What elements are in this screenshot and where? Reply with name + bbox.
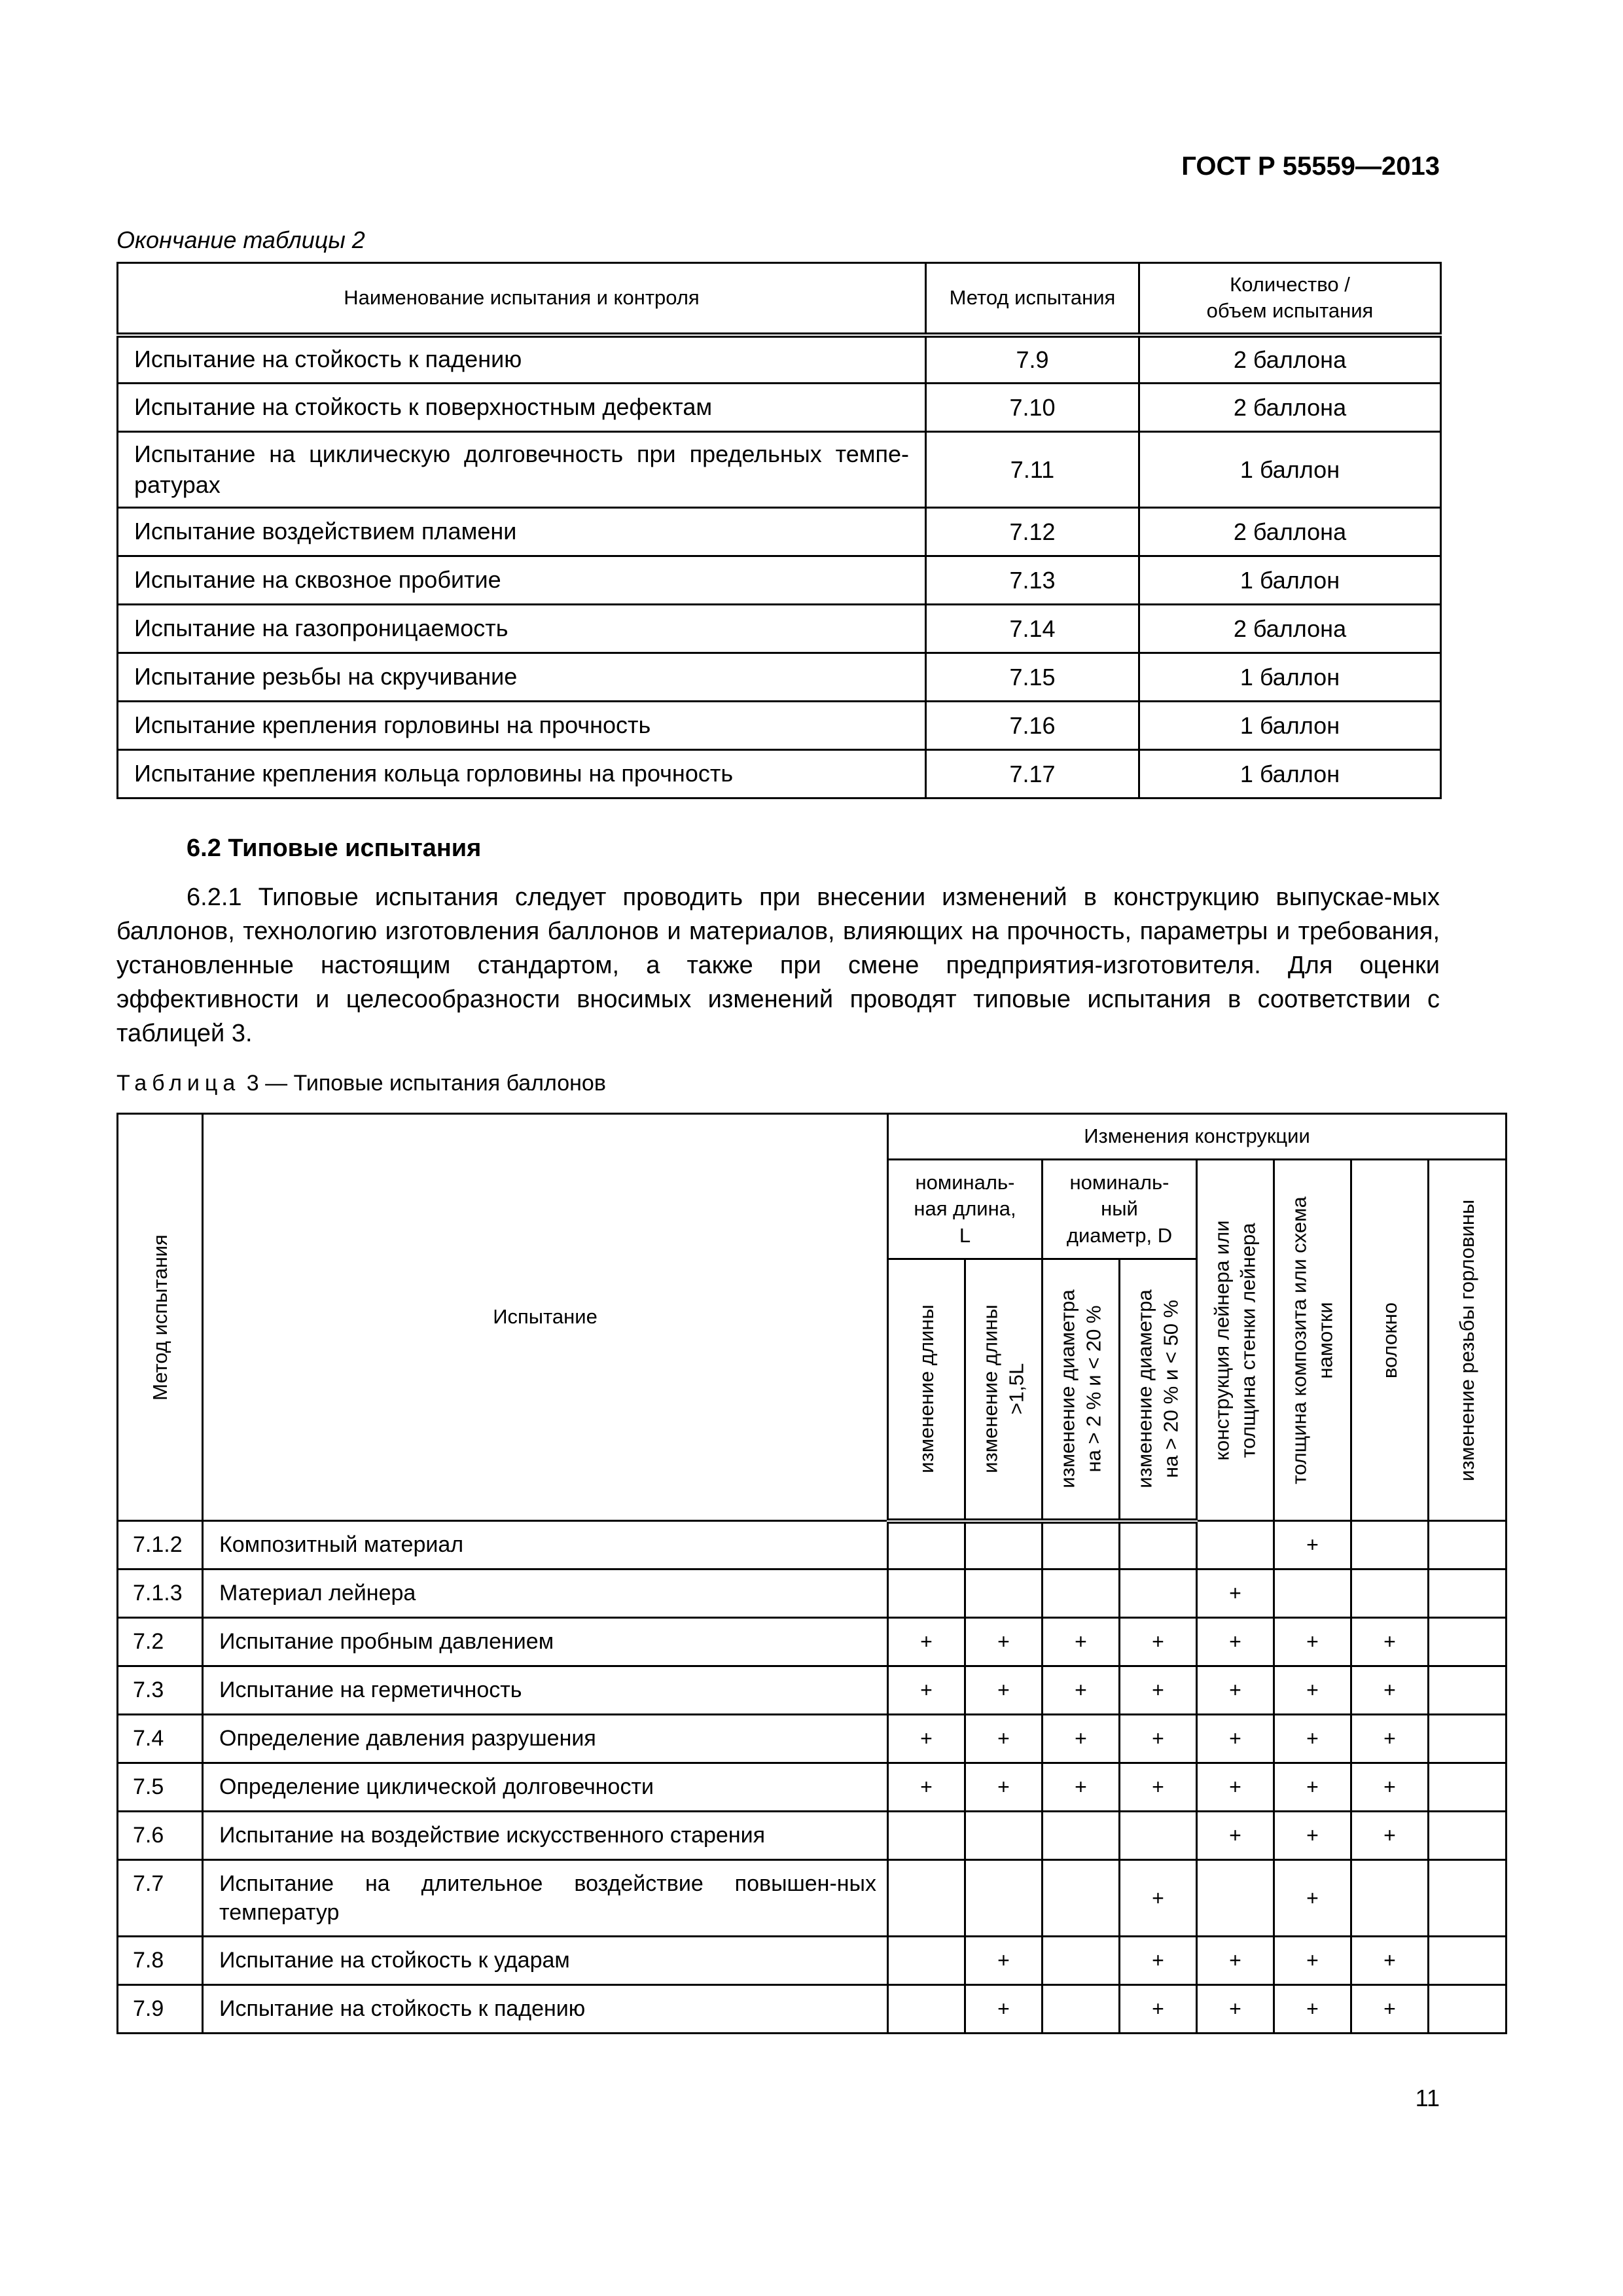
mark-cell: + — [1351, 1715, 1429, 1763]
quantity-cell: 1 баллон — [1139, 750, 1441, 798]
mark-cell: + — [965, 1937, 1043, 1985]
mark-cell — [1429, 1860, 1507, 1937]
mark-cell: + — [1043, 1715, 1120, 1763]
mark-cell — [888, 1985, 965, 2034]
method-cell: 7.9 — [926, 335, 1139, 384]
mark-cell: + — [1197, 1763, 1274, 1812]
mark-cell — [1043, 1985, 1120, 2034]
mark-cell: + — [1120, 1666, 1197, 1715]
quantity-cell: 2 баллона — [1139, 508, 1441, 556]
mark-cell — [965, 1570, 1043, 1618]
mark-cell — [965, 1860, 1043, 1937]
mark-cell: + — [1120, 1985, 1197, 2034]
method-cell: 7.10 — [926, 384, 1139, 432]
table-row — [118, 1763, 1507, 1812]
method-cell: 7.2 — [118, 1618, 203, 1666]
mark-cell — [1429, 1985, 1507, 2034]
method-cell: 7.3 — [118, 1666, 203, 1715]
mark-cell — [1351, 1521, 1429, 1570]
table3-caption-rest: 3 — Типовые испытания баллонов — [240, 1071, 606, 1096]
table-row — [118, 508, 1441, 556]
method-header-text: Метод испытания — [148, 1234, 171, 1401]
mark-cell — [888, 1860, 965, 1937]
test-name-cell: Материал лейнера — [203, 1570, 888, 1618]
section-paragraph: 6.2.1 Типовые испытания следует проводить при внесении изменений в конструкцию выпускае-мых баллонов, технологию изготовления баллонов и материалов, влияющих на прочность, параметры и требования, установленные настоящим стандартом, а также при смене предприятия-изготовителя. Для оценки эффективности и целесообразности вносимых изменений проводят типовые испытания в соответствии с таблицей 3. — [116, 884, 1440, 1047]
mark-cell: + — [1120, 1763, 1197, 1812]
table-2 — [116, 262, 1442, 799]
mark-cell: + — [1197, 1618, 1274, 1666]
method-cell: 7.1.2 — [118, 1521, 203, 1570]
method-cell: 7.9 — [118, 1985, 203, 2034]
composite-header-text: толщина композита или схема намотки — [1287, 1196, 1337, 1484]
mark-cell: + — [1120, 1937, 1197, 1985]
test-name-cell: Испытание на сквозное пробитие — [118, 556, 926, 605]
mark-cell — [1351, 1860, 1429, 1937]
table-row — [118, 432, 1441, 508]
table-row — [118, 750, 1441, 798]
mark-cell: + — [1274, 1521, 1351, 1570]
quantity-cell: 1 баллон — [1139, 432, 1441, 508]
mark-cell — [1429, 1521, 1507, 1570]
mark-cell: + — [1274, 1860, 1351, 1937]
mark-cell: + — [1274, 1763, 1351, 1812]
mark-cell: + — [888, 1618, 965, 1666]
method-cell: 7.4 — [118, 1715, 203, 1763]
column-header-method: Метод испытания — [926, 263, 1139, 335]
column-header-length-change — [888, 1259, 965, 1521]
test-name-cell: Испытание на стойкость к падению — [118, 335, 926, 384]
method-cell: 7.8 — [118, 1937, 203, 1985]
mark-cell: + — [1197, 1812, 1274, 1860]
quantity-cell: 2 баллона — [1139, 605, 1441, 653]
test-name-cell: Определение циклической долговечности — [203, 1763, 888, 1812]
table2-caption: Окончание таблицы 2 — [116, 226, 365, 253]
mark-cell — [1043, 1570, 1120, 1618]
diameter-20-header-text: изменение диаметра на > 2 % и < 20 % — [1056, 1289, 1105, 1489]
quantity-cell: 1 баллон — [1139, 653, 1441, 702]
method-cell: 7.13 — [926, 556, 1139, 605]
mark-cell — [1120, 1570, 1197, 1618]
table-row — [118, 384, 1441, 432]
table-3 — [116, 1113, 1507, 2034]
group-header-design-changes: Изменения конструкции — [888, 1114, 1507, 1160]
column-header-test: Испытание — [203, 1114, 888, 1521]
length-change-15-header-text: изменение длины >1,5L — [978, 1304, 1028, 1474]
method-cell: 7.14 — [926, 605, 1139, 653]
mark-cell — [1120, 1521, 1197, 1570]
group-header-nominal-diameter: номиналь- ный диаметр, D — [1043, 1160, 1197, 1259]
table-row — [118, 653, 1441, 702]
mark-cell: + — [1274, 1937, 1351, 1985]
test-name-cell: Испытание воздействием пламени — [118, 508, 926, 556]
mark-cell: + — [965, 1985, 1043, 2034]
length-change-header-text: изменение длины — [914, 1304, 938, 1474]
test-name-cell: Испытание крепления кольца горловины на прочность — [118, 750, 926, 798]
table3-caption — [116, 1071, 606, 1096]
mark-cell: + — [965, 1618, 1043, 1666]
table-row — [118, 1937, 1507, 1985]
table3-caption-prefix: Таблица — [116, 1071, 241, 1096]
test-name-cell: Испытание пробным давлением — [203, 1618, 888, 1666]
quantity-cell: 1 баллон — [1139, 702, 1441, 750]
mark-cell — [888, 1521, 965, 1570]
test-name-cell: Композитный материал — [203, 1521, 888, 1570]
column-header-fiber — [1351, 1160, 1429, 1521]
mark-cell — [1197, 1860, 1274, 1937]
method-cell: 7.16 — [926, 702, 1139, 750]
test-name-cell: Испытание на воздействие искусственного старения — [203, 1812, 888, 1860]
mark-cell — [1429, 1812, 1507, 1860]
fiber-header-text: волокно — [1378, 1302, 1401, 1378]
table3-body — [118, 1521, 1507, 2034]
method-cell: 7.11 — [926, 432, 1139, 508]
mark-cell — [1120, 1812, 1197, 1860]
table-row — [118, 1860, 1507, 1937]
mark-cell — [1274, 1570, 1351, 1618]
mark-cell — [1043, 1937, 1120, 1985]
column-header-method — [118, 1114, 203, 1521]
test-name-cell: Испытание на стойкость к падению — [203, 1985, 888, 2034]
method-cell: 7.12 — [926, 508, 1139, 556]
table-row — [118, 605, 1441, 653]
mark-cell: + — [1351, 1618, 1429, 1666]
quantity-cell: 2 баллона — [1139, 335, 1441, 384]
mark-cell: + — [1274, 1715, 1351, 1763]
mark-cell: + — [1120, 1618, 1197, 1666]
mark-cell — [1197, 1521, 1274, 1570]
test-name-cell: Испытание на герметичность — [203, 1666, 888, 1715]
column-header-diameter-20 — [1043, 1259, 1120, 1521]
mark-cell: + — [1197, 1985, 1274, 2034]
mark-cell: + — [1197, 1666, 1274, 1715]
test-name-cell: Испытание резьбы на скручивание — [118, 653, 926, 702]
mark-cell — [1429, 1666, 1507, 1715]
method-cell: 7.7 — [118, 1860, 203, 1937]
table-row — [118, 1985, 1507, 2034]
mark-cell: + — [1197, 1715, 1274, 1763]
column-header-liner — [1197, 1160, 1274, 1521]
mark-cell: + — [965, 1763, 1043, 1812]
page-number: 11 — [1415, 2085, 1440, 2111]
table-row — [118, 1715, 1507, 1763]
table-row — [118, 335, 1441, 384]
liner-header-text: конструкция лейнера или толщина стенки лейнера — [1210, 1219, 1260, 1461]
mark-cell: + — [1274, 1666, 1351, 1715]
table-row — [118, 1521, 1507, 1570]
mark-cell: + — [1043, 1763, 1120, 1812]
mark-cell: + — [1351, 1763, 1429, 1812]
mark-cell: + — [965, 1666, 1043, 1715]
column-header-composite — [1274, 1160, 1351, 1521]
mark-cell: + — [1351, 1666, 1429, 1715]
column-header-diameter-50 — [1120, 1259, 1197, 1521]
table-row — [118, 556, 1441, 605]
mark-cell: + — [888, 1666, 965, 1715]
mark-cell: + — [1197, 1937, 1274, 1985]
method-cell: 7.6 — [118, 1812, 203, 1860]
mark-cell: + — [1120, 1715, 1197, 1763]
table2-body — [118, 335, 1441, 798]
mark-cell — [1429, 1937, 1507, 1985]
mark-cell — [1043, 1860, 1120, 1937]
mark-cell: + — [1351, 1812, 1429, 1860]
table-row — [118, 702, 1441, 750]
mark-cell: + — [1043, 1618, 1120, 1666]
mark-cell — [1429, 1763, 1507, 1812]
mark-cell — [888, 1937, 965, 1985]
neck-thread-header-text: изменение резьбы горловины — [1455, 1199, 1478, 1481]
group-header-nominal-length: номиналь- ная длина, L — [888, 1160, 1043, 1259]
method-cell: 7.17 — [926, 750, 1139, 798]
mark-cell: + — [1197, 1570, 1274, 1618]
mark-cell: + — [1043, 1666, 1120, 1715]
column-header-quantity: Количество / объем испытания — [1139, 263, 1441, 335]
column-header-test-name: Наименование испытания и контроля — [118, 263, 926, 335]
mark-cell: + — [1274, 1618, 1351, 1666]
mark-cell — [888, 1812, 965, 1860]
test-name-cell: Испытание крепления горловины на прочность — [118, 702, 926, 750]
test-name-cell: Испытание на стойкость к ударам — [203, 1937, 888, 1985]
test-name-cell: Испытание на циклическую долговечность при предельных темпе-ратурах — [118, 432, 926, 508]
method-cell: 7.1.3 — [118, 1570, 203, 1618]
method-cell: 7.15 — [926, 653, 1139, 702]
mark-cell — [1429, 1570, 1507, 1618]
test-name-cell: Испытание на длительное воздействие повышен-ных температур — [203, 1860, 888, 1937]
method-cell: 7.5 — [118, 1763, 203, 1812]
table-row — [118, 1666, 1507, 1715]
mark-cell: + — [1274, 1985, 1351, 2034]
quantity-cell: 2 баллона — [1139, 384, 1441, 432]
quantity-cell: 1 баллон — [1139, 556, 1441, 605]
test-name-cell: Испытание на стойкость к поверхностным дефектам — [118, 384, 926, 432]
mark-cell: + — [1351, 1985, 1429, 2034]
mark-cell — [965, 1521, 1043, 1570]
mark-cell: + — [888, 1763, 965, 1812]
table-row — [118, 1570, 1507, 1618]
mark-cell: + — [1351, 1937, 1429, 1985]
column-header-neck-thread — [1429, 1160, 1507, 1521]
test-name-cell: Определение давления разрушения — [203, 1715, 888, 1763]
mark-cell — [1351, 1570, 1429, 1618]
mark-cell — [965, 1812, 1043, 1860]
mark-cell — [1043, 1521, 1120, 1570]
mark-cell — [1043, 1812, 1120, 1860]
standard-designation: ГОСТ Р 55559—2013 — [1181, 152, 1440, 181]
mark-cell: + — [1274, 1812, 1351, 1860]
table-row — [118, 1812, 1507, 1860]
test-name-cell: Испытание на газопроницаемость — [118, 605, 926, 653]
mark-cell: + — [1120, 1860, 1197, 1937]
table-row — [118, 1618, 1507, 1666]
column-header-length-change-15 — [965, 1259, 1043, 1521]
mark-cell: + — [965, 1715, 1043, 1763]
section-heading: 6.2 Типовые испытания — [187, 834, 482, 862]
mark-cell — [1429, 1618, 1507, 1666]
mark-cell: + — [888, 1715, 965, 1763]
diameter-50-header-text: изменение диаметра на > 20 % и < 50 % — [1133, 1289, 1183, 1489]
mark-cell — [888, 1570, 965, 1618]
mark-cell — [1429, 1715, 1507, 1763]
